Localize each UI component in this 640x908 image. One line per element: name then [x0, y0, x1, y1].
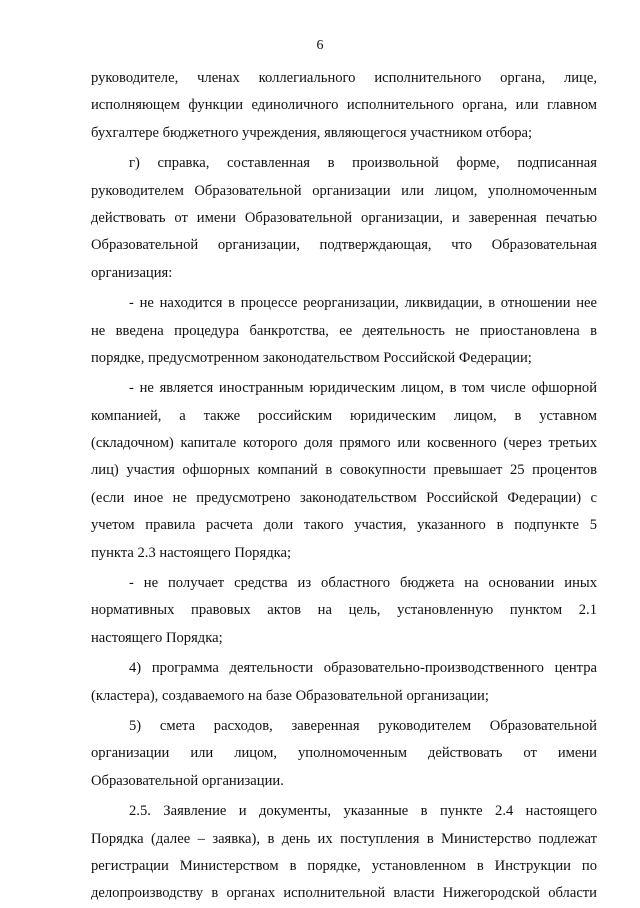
paragraph-line: бухгалтере бюджетного учреждения, являющегося участником отбора; — [91, 124, 533, 141]
paragraph-line: 5) смета расходов, заверенная руководителем Образовательной — [129, 717, 597, 734]
paragraph — [91, 713, 597, 795]
paragraph — [91, 65, 597, 147]
paragraph-line: Образовательной организации, подтверждающая, что Образовательная — [91, 237, 597, 254]
paragraph-line: 2.5. Заявление и документы, указанные в пункте 2.4 настоящего — [129, 803, 597, 820]
paragraph-line: нормативных правовых актов на цель, установленную пунктом 2.1 — [91, 602, 597, 619]
paragraph-line: лиц) участия офшорных компаний в совокупности превышает 25 процентов — [91, 462, 597, 479]
paragraph-line: (складочном) капитале которого доля прямого или косвенного (через третьих — [91, 435, 597, 452]
paragraph — [91, 290, 597, 372]
paragraph — [91, 655, 597, 710]
paragraph-line: 4) программа деятельности образовательно-производственного центра — [129, 660, 597, 677]
paragraph-line: порядке, предусмотренном законодательством Российской Федерации; — [91, 349, 532, 366]
paragraph-line: делопроизводству в органах исполнительной власти Нижегородской области — [91, 885, 597, 902]
paragraph-line: учетом правила расчета доли такого участия, указанного в подпункте 5 — [91, 517, 597, 534]
paragraph-line: руководителе, членах коллегиального исполнительного органа, лице, — [91, 70, 597, 86]
paragraph-line: руководителем Образовательной организации или лицом, уполномоченным — [91, 182, 597, 199]
paragraph-line: компанией, а также российским юридическим лицом, в уставном — [91, 407, 597, 424]
paragraph-line: - не является иностранным юридическим лицом, в том числе офшорной — [129, 380, 597, 397]
paragraph-line: Порядка (далее – заявка), в день их поступления в Министерство подлежат — [91, 830, 597, 847]
paragraph-line: - не находится в процессе реорганизации, ликвидации, в отношении нее — [129, 295, 597, 312]
paragraph-line: не введена процедура банкротства, ее деятельность не приостановлена в — [91, 322, 597, 339]
paragraph — [91, 150, 597, 287]
paragraph-line: организации или лицом, уполномоченным действовать от имени — [91, 745, 597, 762]
paragraph-line: настоящего Порядка; — [91, 629, 223, 646]
page-number: 6 — [316, 38, 324, 53]
paragraph-line: г) справка, составленная в произвольной форме, подписанная — [129, 155, 597, 172]
paragraph-line: - не получает средства из областного бюджета на основании иных — [129, 575, 597, 592]
paragraph-line: организация: — [91, 264, 173, 281]
paragraph-line: действовать от имени Образовательной организации, и заверенная печатью — [91, 209, 597, 226]
paragraph — [91, 570, 597, 652]
paragraph-line: пункта 2.3 настоящего Порядка; — [91, 544, 292, 561]
paragraph — [91, 798, 597, 908]
paragraph-line: Образовательной организации. — [91, 772, 284, 789]
paragraph — [91, 375, 597, 567]
paragraph-line: (кластера), создаваемого на базе Образовательной организации; — [91, 687, 489, 704]
paragraph-line: (если иное не предусмотрено законодательством Российской Федерации) с — [91, 489, 597, 506]
document-body — [91, 65, 597, 908]
paragraph-line: регистрации Министерством в порядке, установленном в Инструкции по — [91, 857, 597, 874]
paragraph-line: исполняющем функции единоличного исполнительного органа, или главном — [91, 97, 597, 114]
